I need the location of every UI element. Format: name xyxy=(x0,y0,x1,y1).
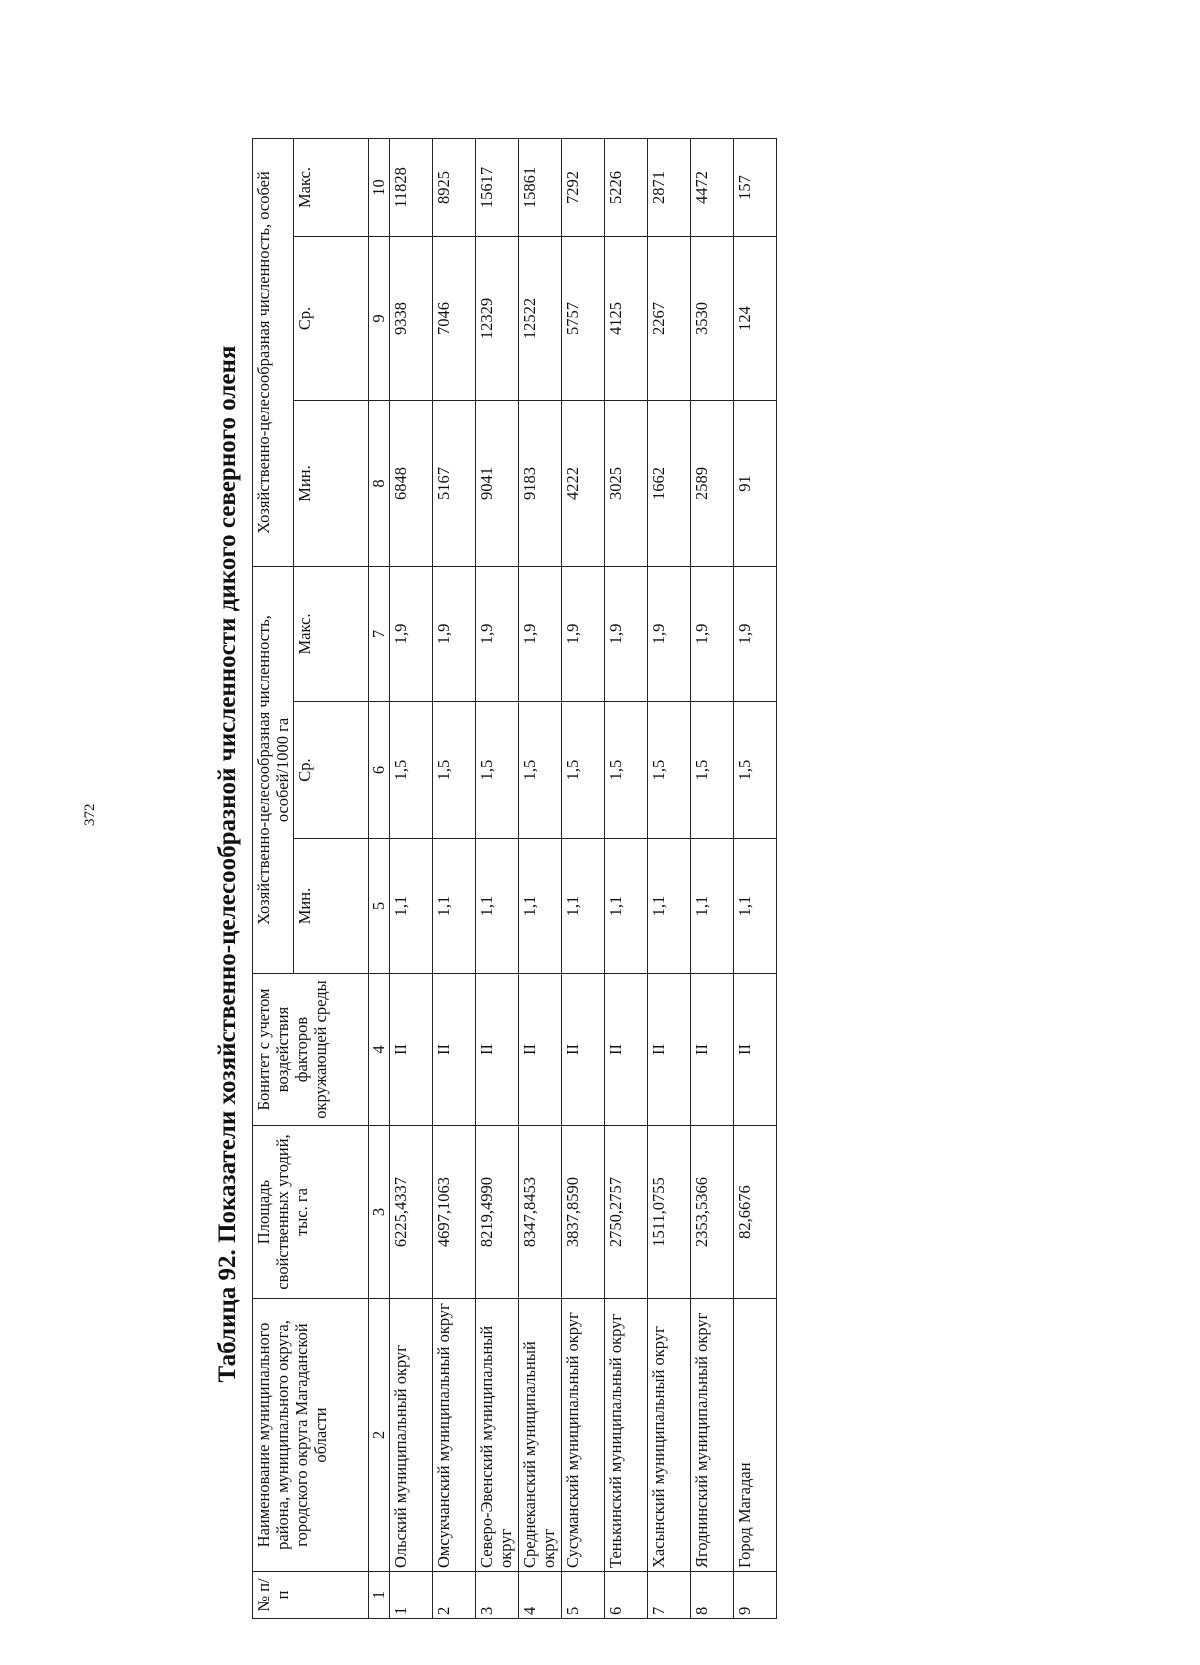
row-count-min: 9041 xyxy=(476,400,519,566)
row-count-avg: 9338 xyxy=(390,236,433,400)
row-density-min: 1,1 xyxy=(648,839,691,974)
row-number: 2 xyxy=(433,1572,476,1619)
table-row xyxy=(562,138,605,1618)
row-count-avg: 3530 xyxy=(691,236,734,400)
table-row xyxy=(433,138,476,1618)
row-count-max: 5226 xyxy=(605,138,648,236)
row-density-max: 1,9 xyxy=(562,566,605,701)
row-density-avg: 1,5 xyxy=(691,702,734,839)
row-number: 9 xyxy=(734,1572,777,1619)
row-bonitet: II xyxy=(734,974,777,1126)
rotated-table-block xyxy=(206,139,926,1619)
column-number: 7 xyxy=(369,566,390,701)
row-count-avg: 2267 xyxy=(648,236,691,400)
column-number: 8 xyxy=(369,400,390,566)
row-bonitet: II xyxy=(390,974,433,1126)
row-count-min: 5167 xyxy=(433,400,476,566)
table-row xyxy=(691,138,734,1618)
row-number: 3 xyxy=(476,1572,519,1619)
row-count-max: 4472 xyxy=(691,138,734,236)
row-count-min: 3025 xyxy=(605,400,648,566)
row-name: Северо-Эвенский муниципальный округ xyxy=(476,1299,519,1572)
row-name: Ягоднинский муниципальный округ xyxy=(691,1299,734,1572)
row-area: 3837,8590 xyxy=(562,1126,605,1299)
row-area: 2353,5366 xyxy=(691,1126,734,1299)
header-density-avg: Ср. xyxy=(294,702,369,839)
row-density-avg: 1,5 xyxy=(605,702,648,839)
row-count-max: 15861 xyxy=(519,138,562,236)
row-density-min: 1,1 xyxy=(605,839,648,974)
row-density-min: 1,1 xyxy=(734,839,777,974)
header-bonitet: Бонитет с учетом воздействия факторов окружающей среды xyxy=(253,974,369,1126)
row-area: 1511,0755 xyxy=(648,1126,691,1299)
column-numbers-row xyxy=(369,138,390,1618)
row-density-avg: 1,5 xyxy=(390,702,433,839)
row-density-avg: 1,5 xyxy=(562,702,605,839)
row-count-max: 11828 xyxy=(390,138,433,236)
column-number: 3 xyxy=(369,1126,390,1299)
row-density-min: 1,1 xyxy=(562,839,605,974)
row-count-max: 7292 xyxy=(562,138,605,236)
header-density-group: Хозяйственно-целесообразная численность, особей/1000 га xyxy=(253,566,294,973)
row-density-min: 1,1 xyxy=(691,839,734,974)
row-bonitet: II xyxy=(648,974,691,1126)
row-density-max: 1,9 xyxy=(519,566,562,701)
column-number: 1 xyxy=(369,1572,390,1619)
page-number: 372 xyxy=(82,803,98,826)
row-number: 5 xyxy=(562,1572,605,1619)
table-row xyxy=(648,138,691,1618)
column-number: 6 xyxy=(369,702,390,839)
row-count-max: 157 xyxy=(734,138,777,236)
row-area: 8347,8453 xyxy=(519,1126,562,1299)
row-count-avg: 12329 xyxy=(476,236,519,400)
row-number: 4 xyxy=(519,1572,562,1619)
row-count-avg: 124 xyxy=(734,236,777,400)
row-bonitet: II xyxy=(433,974,476,1126)
header-num: № п/п xyxy=(253,1572,369,1619)
row-count-min: 6848 xyxy=(390,400,433,566)
column-number: 4 xyxy=(369,974,390,1126)
table-row xyxy=(734,138,777,1618)
row-density-min: 1,1 xyxy=(390,839,433,974)
row-number: 1 xyxy=(390,1572,433,1619)
row-count-min: 2589 xyxy=(691,400,734,566)
header-area: Площадь свойственных угодий, тыс. га xyxy=(253,1126,369,1299)
row-density-max: 1,9 xyxy=(433,566,476,701)
row-bonitet: II xyxy=(605,974,648,1126)
row-count-avg: 7046 xyxy=(433,236,476,400)
row-number: 8 xyxy=(691,1572,734,1619)
row-count-min: 9183 xyxy=(519,400,562,566)
row-count-min: 4222 xyxy=(562,400,605,566)
header-row-top xyxy=(253,138,294,1618)
row-density-avg: 1,5 xyxy=(433,702,476,839)
header-count-avg: Ср. xyxy=(294,236,369,400)
row-density-max: 1,9 xyxy=(605,566,648,701)
row-density-min: 1,1 xyxy=(433,839,476,974)
row-count-max: 8925 xyxy=(433,138,476,236)
row-count-avg: 5757 xyxy=(562,236,605,400)
table-row xyxy=(390,138,433,1618)
row-density-avg: 1,5 xyxy=(519,702,562,839)
row-name: Хасынский муниципальный округ xyxy=(648,1299,691,1572)
column-number: 2 xyxy=(369,1299,390,1572)
row-bonitet: II xyxy=(691,974,734,1126)
row-name: Тенькинский муниципальный округ xyxy=(605,1299,648,1572)
header-count-min: Мин. xyxy=(294,400,369,566)
column-number: 5 xyxy=(369,839,390,974)
header-count-group: Хозяйственно-целесообразная численность, особей xyxy=(253,138,294,566)
header-density-max: Макс. xyxy=(294,566,369,701)
row-area: 6225,4337 xyxy=(390,1126,433,1299)
row-density-max: 1,9 xyxy=(390,566,433,701)
table-title: Таблица 92. Показатели хозяйственно-целесообразной численности дикого северного оленя xyxy=(214,345,241,1383)
row-density-max: 1,9 xyxy=(734,566,777,701)
row-density-avg: 1,5 xyxy=(648,702,691,839)
row-name: Сусуманский муниципальный округ xyxy=(562,1299,605,1572)
row-density-max: 1,9 xyxy=(476,566,519,701)
row-density-avg: 1,5 xyxy=(734,702,777,839)
row-count-avg: 12522 xyxy=(519,236,562,400)
row-count-max: 2871 xyxy=(648,138,691,236)
table-row xyxy=(476,138,519,1618)
row-count-min: 1662 xyxy=(648,400,691,566)
table-row xyxy=(605,138,648,1618)
row-name: Ольский муниципальный округ xyxy=(390,1299,433,1572)
row-density-avg: 1,5 xyxy=(476,702,519,839)
row-bonitet: II xyxy=(519,974,562,1126)
row-bonitet: II xyxy=(562,974,605,1126)
row-number: 7 xyxy=(648,1572,691,1619)
row-density-max: 1,9 xyxy=(691,566,734,701)
column-number: 10 xyxy=(369,138,390,236)
row-name: Город Магадан xyxy=(734,1299,777,1572)
table-row xyxy=(519,138,562,1618)
row-area: 2750,2757 xyxy=(605,1126,648,1299)
header-name: Наименование муниципального района, муниципального округа, городского округа Магаданской области xyxy=(253,1299,369,1572)
row-number: 6 xyxy=(605,1572,648,1619)
row-name: Среднеканский муниципальный округ xyxy=(519,1299,562,1572)
row-count-max: 15617 xyxy=(476,138,519,236)
row-count-min: 91 xyxy=(734,400,777,566)
row-bonitet: II xyxy=(476,974,519,1126)
row-name: Омсукчанский муниципальный округ xyxy=(433,1299,476,1572)
data-table xyxy=(252,138,777,1619)
row-density-min: 1,1 xyxy=(476,839,519,974)
row-density-max: 1,9 xyxy=(648,566,691,701)
header-count-max: Макс. xyxy=(294,138,369,236)
column-number: 9 xyxy=(369,236,390,400)
row-area: 4697,1063 xyxy=(433,1126,476,1299)
row-count-avg: 4125 xyxy=(605,236,648,400)
row-area: 8219,4990 xyxy=(476,1126,519,1299)
row-area: 82,6676 xyxy=(734,1126,777,1299)
row-density-min: 1,1 xyxy=(519,839,562,974)
header-density-min: Мин. xyxy=(294,839,369,974)
